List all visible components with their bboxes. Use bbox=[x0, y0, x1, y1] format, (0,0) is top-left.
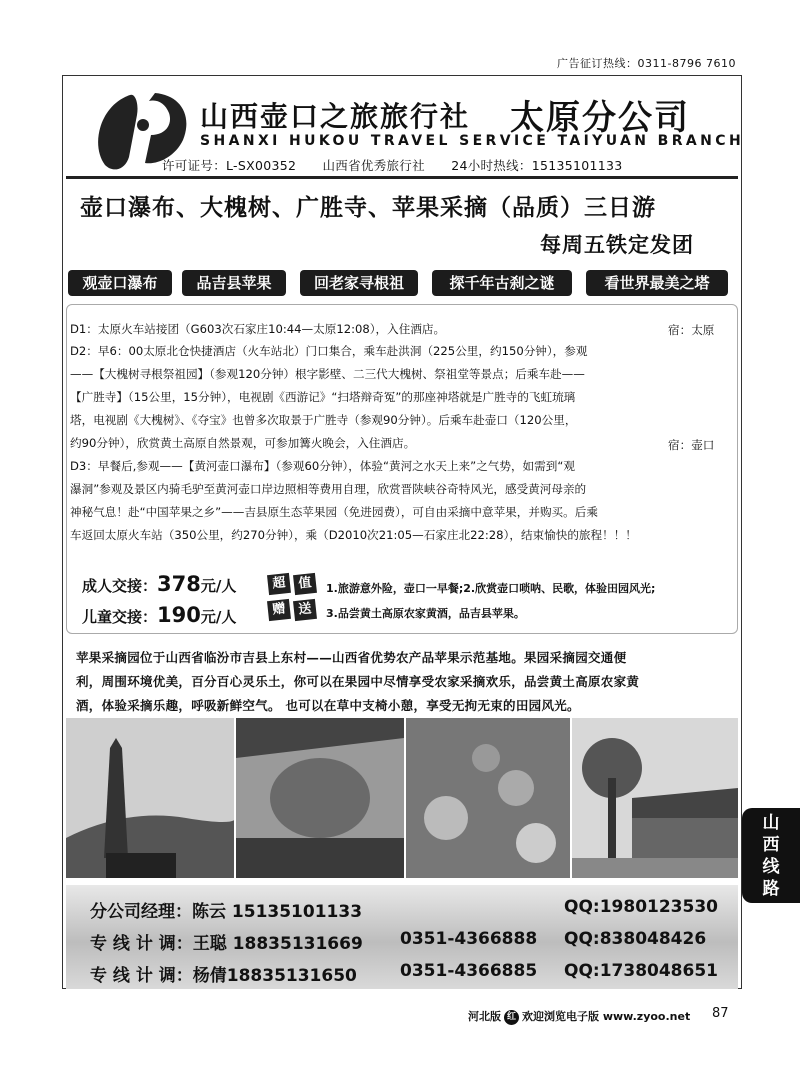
child-unit: 元/人 bbox=[200, 608, 237, 626]
stay-d2: 宿：壶口 bbox=[668, 438, 715, 452]
adult-price-value: 378 bbox=[157, 572, 201, 596]
perk-line: 3.品尝黄土高原农家黄酒，品吉县苹果。 bbox=[326, 607, 525, 620]
stamp-char: 超 bbox=[267, 573, 291, 595]
perk-line: 1.旅游意外险，壶口一早餐;2.欣赏壶口唢呐、民歌，体验田园风光; bbox=[326, 582, 656, 595]
edition-badge-icon: 红 bbox=[504, 1010, 519, 1025]
side-char: 线 bbox=[762, 857, 780, 877]
edition: 河北版 bbox=[468, 1010, 501, 1023]
child-price bbox=[82, 603, 236, 627]
itinerary-line: D1：太原火车站接团（G603次石家庄10:44—太原12:08），入住酒店。 bbox=[70, 322, 446, 336]
adult-unit: 元/人 bbox=[200, 577, 237, 595]
itinerary-line: 约90分钟），欣赏黄土高原自然景观，可参加篝火晚会，入住酒店。 bbox=[70, 436, 416, 450]
itinerary-line: 车返回太原火车站（350公里，约270分钟），乘（D2010次21:05—石家庄北22:28），结束愉快的旅程！！！ bbox=[70, 528, 637, 542]
tag-item: 回老家寻根祖 bbox=[300, 270, 418, 296]
ad-hotline: 广告征订热线：0311-8796 7610 bbox=[557, 57, 736, 70]
temple-photo bbox=[572, 718, 738, 878]
planner1-phone: 0351-4366888 bbox=[400, 929, 538, 949]
apple-desc-line: 苹果采摘园位于山西省临汾市吉县上东村——山西省优势农产品苹果示范基地。果园采摘园交通便 bbox=[76, 650, 627, 665]
adult-label: 成人交接： bbox=[82, 577, 158, 595]
stamp-gift bbox=[268, 600, 318, 620]
trip-title: 壶口瀑布、大槐树、广胜寺、苹果采摘（品质）三日游 bbox=[80, 195, 656, 221]
contacts-panel bbox=[66, 885, 738, 989]
tag-item: 看世界最美之塔 bbox=[586, 270, 728, 296]
stamp-value bbox=[268, 574, 318, 594]
itinerary-line: 瀑洞”参观及景区内骑毛驴至黄河壶口岸边照相等费用自理，欣赏晋陕峡谷奇特风光，感受黄河母亲的 bbox=[70, 482, 587, 496]
itinerary-line: 【广胜寺】（15公里，15分钟），电视剧《西游记》“扫塔辩奇冤”的那座神塔就是广胜寺的飞虹琉璃 bbox=[70, 390, 576, 404]
itinerary-line: 塔，电视剧《大槐树》、《夺宝》也曾多次取景于广胜寺（参观90分钟）。后乘车赴壶口（120公里， bbox=[70, 413, 577, 427]
apple-desc-line: 利，周围环境优美，百分百心灵乐土，你可以在果园中尽情享受农家采摘欢乐，品尝黄土高原农家黄 bbox=[76, 674, 640, 689]
ancestor-hall-photo bbox=[236, 718, 404, 878]
itinerary-line: 神秘气息！赴“中国苹果之乡”——吉县原生态苹果园（免进园费），可自由采摘中意苹果，并购买。后乘 bbox=[70, 505, 598, 519]
award-text: 山西省优秀旅行社 bbox=[322, 158, 425, 173]
footer-text: 欢迎浏览电子版 www.zyoo.net bbox=[522, 1010, 691, 1023]
itinerary-line: ——【大槐树寻根祭祖园】（参观120分钟）根字影壁、二三代大槐树、祭祖堂等景点；后乘车赴—— bbox=[70, 367, 585, 381]
stamp-char: 赠 bbox=[267, 599, 291, 621]
page-number: 87 bbox=[712, 1006, 729, 1021]
side-char: 路 bbox=[762, 879, 780, 899]
divider bbox=[66, 176, 738, 179]
side-tab bbox=[742, 808, 800, 903]
planner2-qq: QQ:1738048651 bbox=[564, 961, 718, 981]
company-name-en: SHANXI HUKOU TRAVEL SERVICE TAIYUAN BRANCH bbox=[200, 133, 745, 149]
service-hotline: 24小时热线：15135101133 bbox=[451, 158, 623, 173]
planner2-contact: 专 线 计 调：杨倩18835131650 bbox=[90, 966, 357, 986]
feature-tags bbox=[66, 270, 746, 296]
planner2-phone: 0351-4366885 bbox=[400, 961, 538, 981]
apple-desc-line: 酒，体验采摘乐趣，呼吸新鲜空气。 也可以在草中支椅小憩，享受无拘无束的田园风光。 bbox=[76, 698, 580, 713]
license-number: 许可证号：L-SX00352 bbox=[162, 158, 297, 173]
license-row bbox=[162, 156, 644, 174]
branch-name: 太原分公司 bbox=[510, 98, 690, 138]
tag-item: 观壶口瀑布 bbox=[68, 270, 172, 296]
stamp-char: 值 bbox=[293, 573, 317, 595]
side-char: 山 bbox=[762, 813, 780, 833]
itinerary-line: D3：早餐后,参观——【黄河壶口瀑布】（参观60分钟），体验“黄河之水天上来”之气势，如需到“观 bbox=[70, 459, 575, 473]
manager-qq: QQ:1980123530 bbox=[564, 897, 718, 917]
photo-strip bbox=[66, 718, 738, 878]
adult-price bbox=[82, 572, 236, 596]
stamp-char: 送 bbox=[293, 599, 317, 621]
apple-orchard-photo bbox=[406, 718, 570, 878]
footer bbox=[468, 1008, 690, 1025]
trip-schedule: 每周五铁定发团 bbox=[540, 233, 694, 257]
stay-d1: 宿：太原 bbox=[668, 323, 715, 337]
side-char: 西 bbox=[762, 835, 780, 855]
manager-contact: 分公司经理：陈云 15135101133 bbox=[90, 902, 363, 922]
planner1-qq: QQ:838048426 bbox=[564, 929, 707, 949]
child-price-value: 190 bbox=[157, 603, 201, 627]
company-name-cn: 山西壶口之旅旅行社 bbox=[200, 100, 471, 133]
itinerary-line: D2：早6：00太原北仓快捷酒店（火车站北）门口集合，乘车赴洪洞（225公里，约150分钟），参观 bbox=[70, 344, 588, 358]
child-label: 儿童交接： bbox=[82, 608, 158, 626]
tag-item: 品吉县苹果 bbox=[182, 270, 286, 296]
pagoda-photo bbox=[66, 718, 234, 878]
planner1-contact: 专 线 计 调：王聪 18835131669 bbox=[90, 934, 363, 954]
tag-item: 探千年古刹之谜 bbox=[432, 270, 572, 296]
